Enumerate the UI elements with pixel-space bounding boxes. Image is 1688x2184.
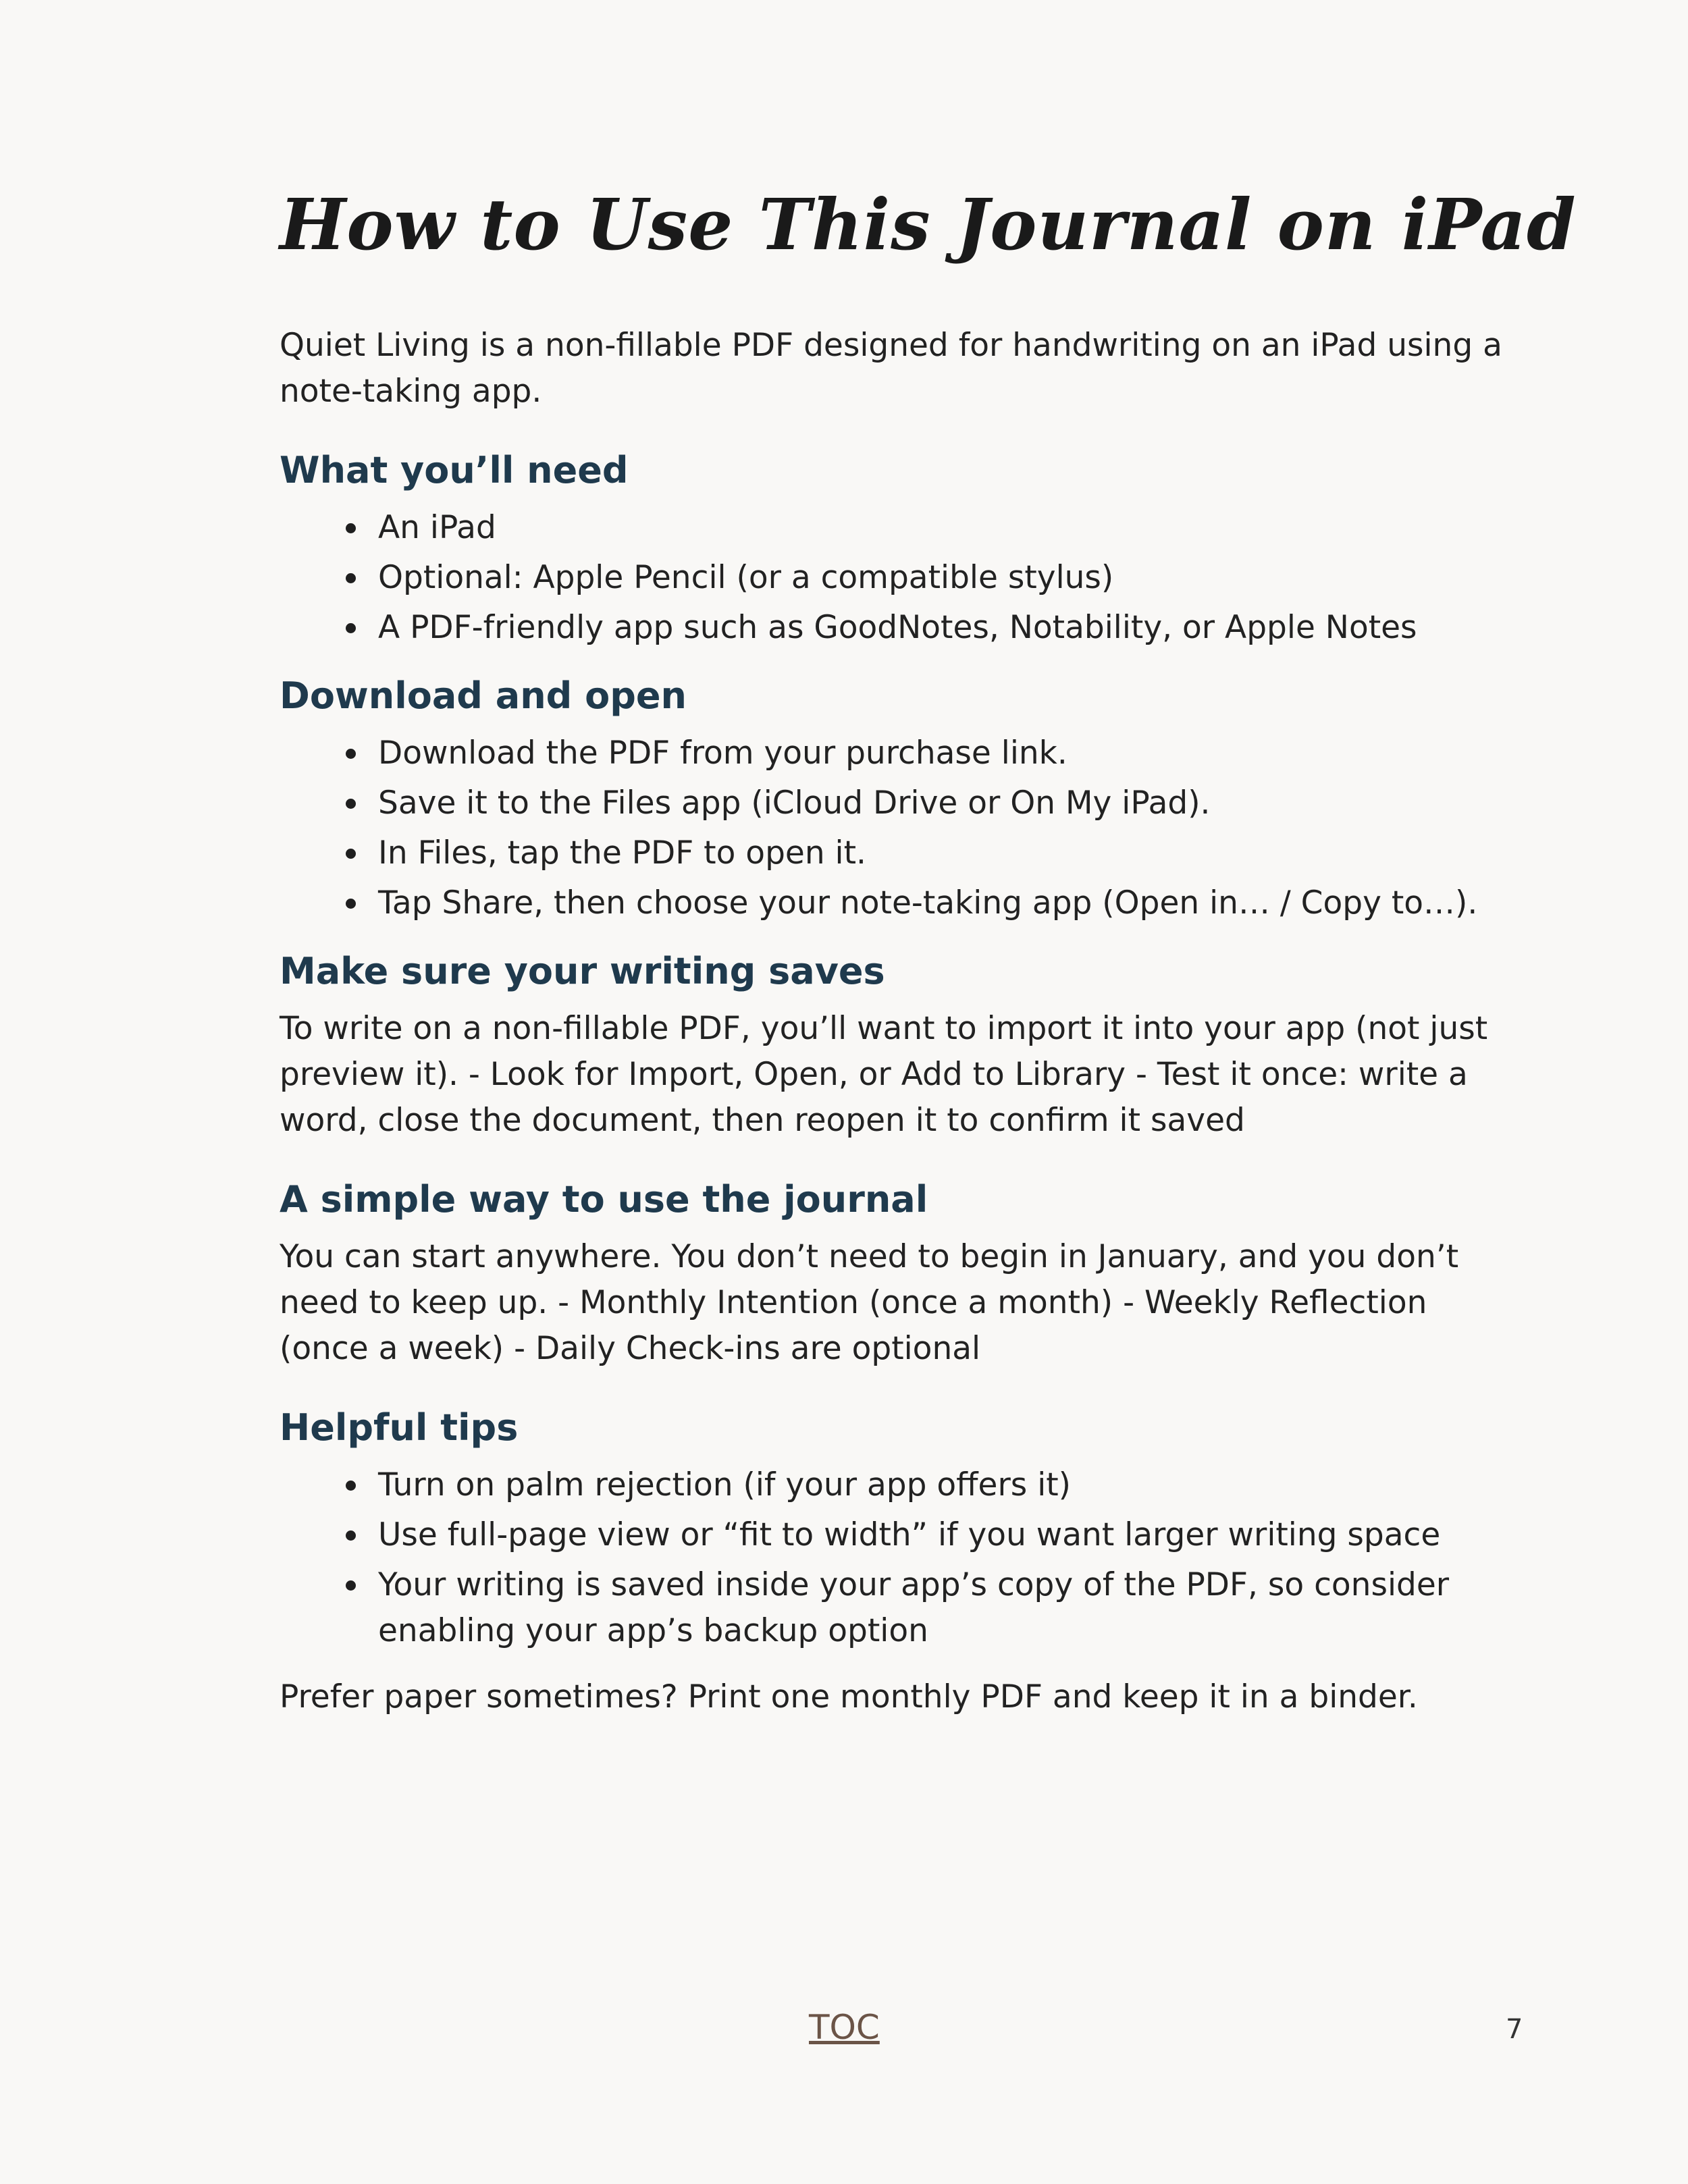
list-item <box>280 1562 1553 1654</box>
list-item-text: A PDF-friendly app such as GoodNotes, Notability, or Apple Notes <box>378 609 1417 646</box>
tips-list <box>280 1462 1522 1654</box>
list-item <box>280 505 1553 551</box>
list-item <box>280 780 1553 826</box>
simple-paragraph: You can start anywhere. You don’t need to begin in January, and you don’t need to keep up. - Monthly Intention (once a month) - Weekly Reflection (once a week) - Daily Check-ins are optional <box>280 1238 1459 1367</box>
section-heading-simple-way: A simple way to use the journal <box>280 1178 928 1221</box>
list-item-text: Your writing is saved inside your app’s copy of the PDF, so consider enabling your app’s backup option <box>378 1566 1450 1649</box>
download-list <box>280 730 1522 926</box>
section-heading-download-and-open: Download and open <box>280 674 687 717</box>
bullet-icon <box>346 1580 356 1591</box>
list-item <box>280 605 1553 651</box>
bullet-icon <box>346 573 356 583</box>
toc-link[interactable]: TOC <box>809 2008 880 2047</box>
need-list <box>280 505 1522 651</box>
bullet-icon <box>346 799 356 809</box>
bullet-icon <box>346 849 356 859</box>
list-item-text: In Files, tap the PDF to open it. <box>378 834 866 872</box>
list-item-text: Optional: Apple Pencil (or a compatible stylus) <box>378 559 1114 596</box>
bullet-icon <box>346 623 356 633</box>
bullet-icon <box>346 749 356 759</box>
list-item-text: Use full-page view or “fit to width” if you want larger writing space <box>378 1516 1441 1553</box>
list-item <box>280 730 1553 776</box>
bullet-icon <box>346 1530 356 1541</box>
page-title: How to Use This Journal on iPad <box>280 183 1577 266</box>
list-item <box>280 830 1553 876</box>
intro-paragraph: Quiet Living is a non-fillable PDF designed for handwriting on an iPad using a note-taking app. <box>280 327 1502 410</box>
bullet-icon <box>346 899 356 909</box>
list-item-text: Save it to the Files app (iCloud Drive or On My iPad). <box>378 784 1211 822</box>
list-item <box>280 1462 1553 1508</box>
content <box>280 323 1522 1751</box>
list-item <box>280 1512 1553 1558</box>
list-item-text: Download the PDF from your purchase link. <box>378 735 1067 772</box>
bullet-icon <box>346 1481 356 1491</box>
bullet-icon <box>346 523 356 533</box>
section-heading-make-sure-writing-saves: Make sure your writing saves <box>280 950 885 992</box>
list-item <box>280 880 1553 926</box>
list-item-text: An iPad <box>378 509 496 546</box>
page-number: 7 <box>1506 2014 1523 2045</box>
list-item-text: Turn on palm rejection (if your app offers it) <box>378 1466 1072 1503</box>
saves-paragraph: To write on a non-fillable PDF, you’ll want to import it into your app (not just preview it). - Look for Import, Open, or Add to Library - Test it once: write a word, close the document, then reopen it to confirm it saved <box>280 1010 1488 1139</box>
section-heading-what-youll-need: What you’ll need <box>280 449 629 491</box>
list-item <box>280 555 1553 601</box>
section-heading-helpful-tips: Helpful tips <box>280 1406 519 1449</box>
closing-paragraph: Prefer paper sometimes? Print one monthly PDF and keep it in a binder. <box>280 1678 1418 1715</box>
list-item-text: Tap Share, then choose your note-taking app (Open in… / Copy to…). <box>378 884 1478 922</box>
